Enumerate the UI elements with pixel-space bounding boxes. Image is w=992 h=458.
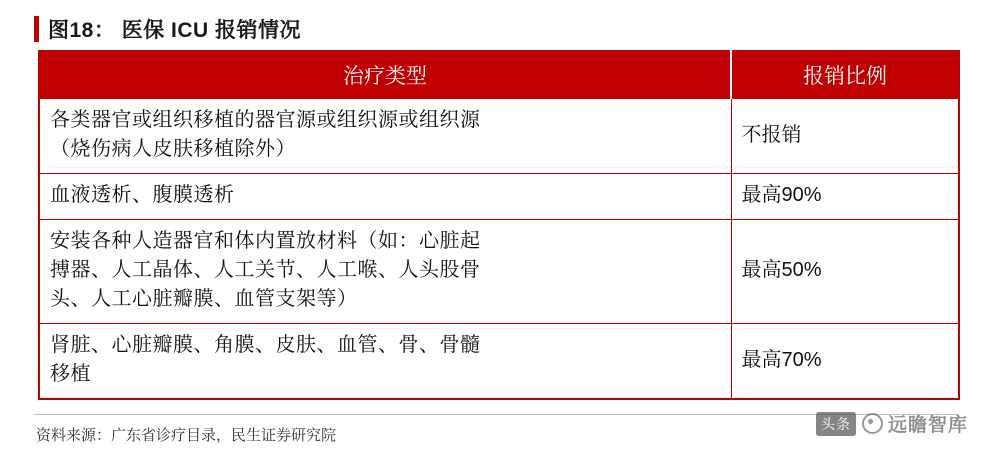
- treatment-type-line: （烧伤病人皮肤移植除外）: [50, 138, 296, 160]
- reimbursement-table-wrapper: [38, 50, 958, 400]
- table-header-row: [39, 51, 959, 99]
- cell-reimbursement-rate: 最高70%: [731, 324, 959, 400]
- cell-treatment-type: [39, 220, 731, 324]
- treatment-type-line: 移植: [50, 363, 91, 385]
- source-note: 资料来源：广东省诊疗目录，民生证券研究院: [36, 427, 337, 444]
- watermark-logo-icon: [862, 413, 883, 434]
- cell-reimbursement-rate: 不报销: [731, 99, 959, 174]
- treatment-type-line: 血液透析、腹膜透析: [50, 184, 235, 206]
- cell-treatment-type: [39, 99, 731, 174]
- table-row: [39, 174, 959, 220]
- title-accent-bar: [34, 16, 39, 42]
- table-row: [39, 324, 959, 400]
- treatment-type-line: 各类器官或组织移植的器官源或组织源或组织源: [50, 109, 481, 131]
- column-header-reimbursement-rate: 报销比例: [731, 51, 959, 99]
- column-header-treatment-type: 治疗类型: [39, 51, 731, 99]
- treatment-type-line: 搏器、人工晶体、人工关节、人工喉、人头股骨: [50, 259, 481, 281]
- toutiao-badge: 头条: [816, 412, 856, 436]
- cell-treatment-type: [39, 174, 731, 220]
- cell-reimbursement-rate: 最高50%: [731, 220, 959, 324]
- page-title: 图18： 医保 ICU 报销情况: [48, 19, 302, 42]
- reimbursement-table: [38, 50, 960, 400]
- treatment-type-line: 安装各种人造器官和体内置放材料（如：心脏起: [50, 230, 481, 252]
- watermark: [816, 410, 968, 437]
- cell-treatment-type: [39, 324, 731, 400]
- table-row: [39, 220, 959, 324]
- cell-reimbursement-rate: 最高90%: [731, 174, 959, 220]
- figure-title-bar: [34, 14, 301, 44]
- watermark-label: 远瞻智库: [887, 415, 968, 436]
- treatment-type-line: 头、人工心脏瓣膜、血管支架等）: [50, 288, 358, 310]
- treatment-type-line: 肾脏、心脏瓣膜、角膜、皮肤、血管、骨、骨髓: [50, 334, 481, 356]
- table-row: [39, 99, 959, 174]
